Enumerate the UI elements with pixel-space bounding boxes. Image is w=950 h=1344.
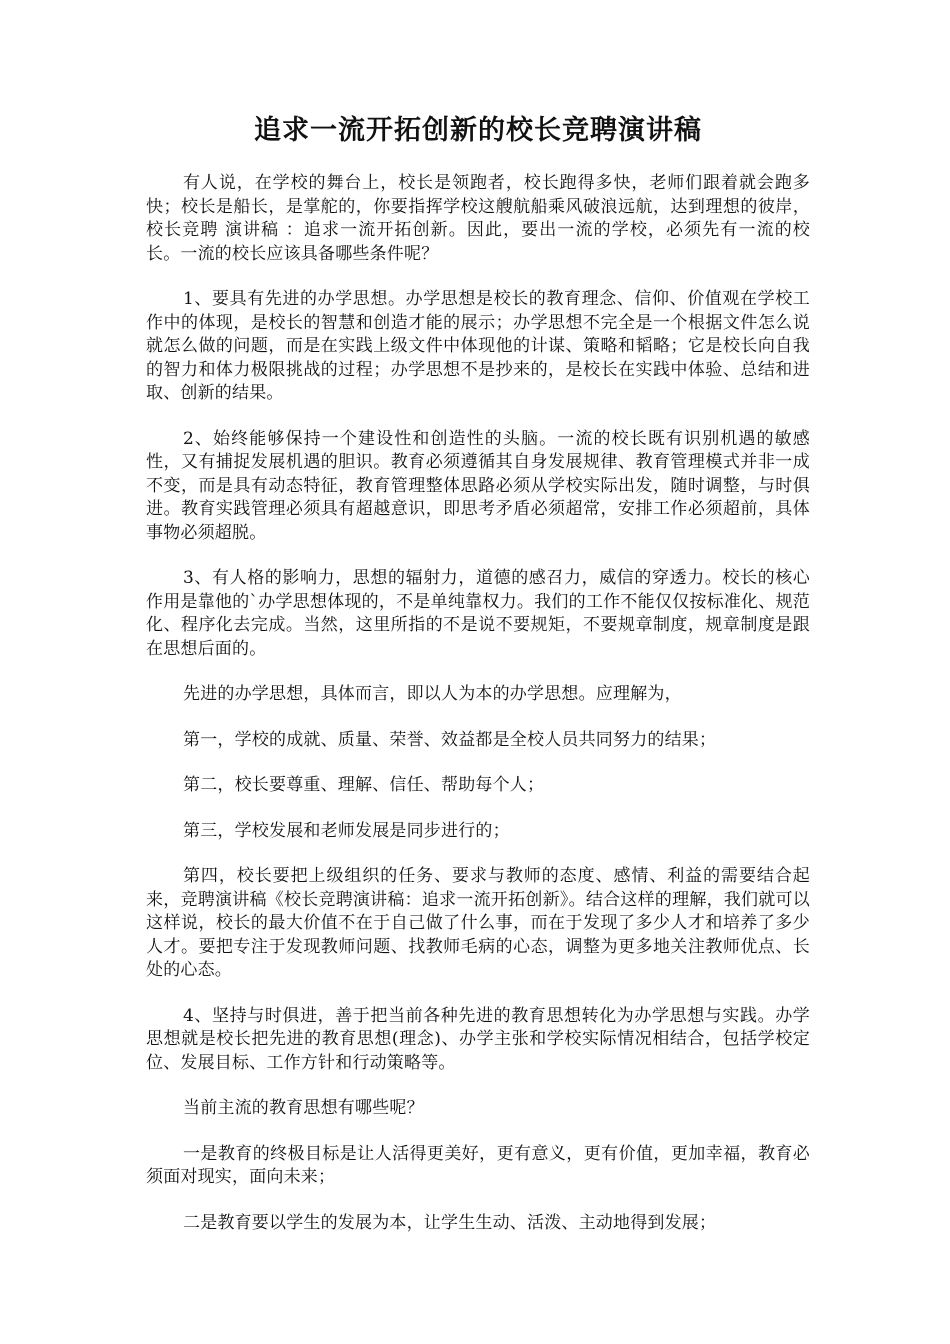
- paragraph-point-4: 4、坚持与时俱进，善于把当前各种先进的教育思想转化为办学思想与实践。办学思想就是校长把先进的教育思想(理念)、办学主张和学校实际情况相结合，包括学校定位、发展目标、工作方针和行动策略等。: [146, 1005, 810, 1073]
- paragraph-third: 第三，学校发展和老师发展是同步进行的；: [183, 820, 510, 841]
- paragraph-idea-2: 二是教育要以学生的发展为本，让学生生动、活泼、主动地得到发展；: [183, 1212, 717, 1233]
- document-title: 追求一流开拓创新的校长竞聘演讲稿: [254, 115, 702, 146]
- paragraph-point-2: 2、始终能够保持一个建设性和创造性的头脑。一流的校长既有识别机遇的敏感性，又有捕捉发展机遇的胆识。教育必须遵循其自身发展规律、教育管理模式并非一成不变，而是具有动态特征，教育管理整体思路必须从学校实际出发，随时调整，与时俱进。教育实践管理必须具有超越意识，即思考矛盾必须超常，安排工作必须超前，具体事物必须超脱。: [146, 428, 810, 543]
- paragraph-point-1: 1、要具有先进的办学思想。办学思想是校长的教育理念、信仰、价值观在学校工作中的体现，是校长的智慧和创造才能的展示；办学思想不完全是一个根据文件怎么说就怎么做的问题，而是在实践上级文件中体现他的计谋、策略和韬略；它是校长向自我的智力和体力极限挑战的过程；办学思想不是抄来的，是校长在实践中体验、总结和进取、创新的结果。: [146, 289, 810, 403]
- paragraph-point-3: 3、有人格的影响力，思想的辐射力，道德的感召力，威信的穿透力。校长的核心作用是靠他的`办学思想体现的，不是单纯靠权力。我们的工作不能仅仅按标准化、规范化、程序化去完成。当然，这里所指的不是说不要规矩，不要规章制度，规章制度是跟在思想后面的。: [146, 568, 810, 659]
- paragraph-fourth: 第四，校长要把上级组织的任务、要求与教师的态度、感情、利益的需要结合起来，竞聘演讲稿《校长竞聘演讲稿：追求一流开拓创新》。结合这样的理解，我们就可以这样说，校长的最大价值不在于自己做了什么事，而在于发现了多少人才和培养了多少人才。要把专注于发现教师问题、找教师毛病的心态，调整为更多地关注教师优点、长处的心态。: [146, 866, 810, 980]
- paragraph-question: 当前主流的教育思想有哪些呢？: [183, 1098, 424, 1118]
- paragraph-intro: 有人说，在学校的舞台上，校长是领跑者，校长跑得多快，老师们跟着就会跑多快；校长是船长，是掌舵的，你要指挥学校这艘航船乘风破浪远航，达到理想的彼岸，校长竞聘 演讲稿 ：追求一流开拓创新。因此，要出一流的学校，必须先有一流的校长。一流的校长应该具备哪些条件呢？: [146, 173, 810, 264]
- paragraph-advanced-thought: 先进的办学思想，具体而言，即以人为本的办学思想。应理解为，: [183, 684, 682, 704]
- paragraph-second: 第二，校长要尊重、理解、信任、帮助每个人；: [183, 775, 545, 795]
- paragraph-idea-1: 一是教育的终极目标是让人活得更美好，更有意义，更有价值，更加幸福，教育必须面对现实，面向未来；: [146, 1143, 810, 1187]
- paragraph-first: 第一，学校的成就、质量、荣誉、效益都是全校人员共同努力的结果；: [183, 729, 717, 750]
